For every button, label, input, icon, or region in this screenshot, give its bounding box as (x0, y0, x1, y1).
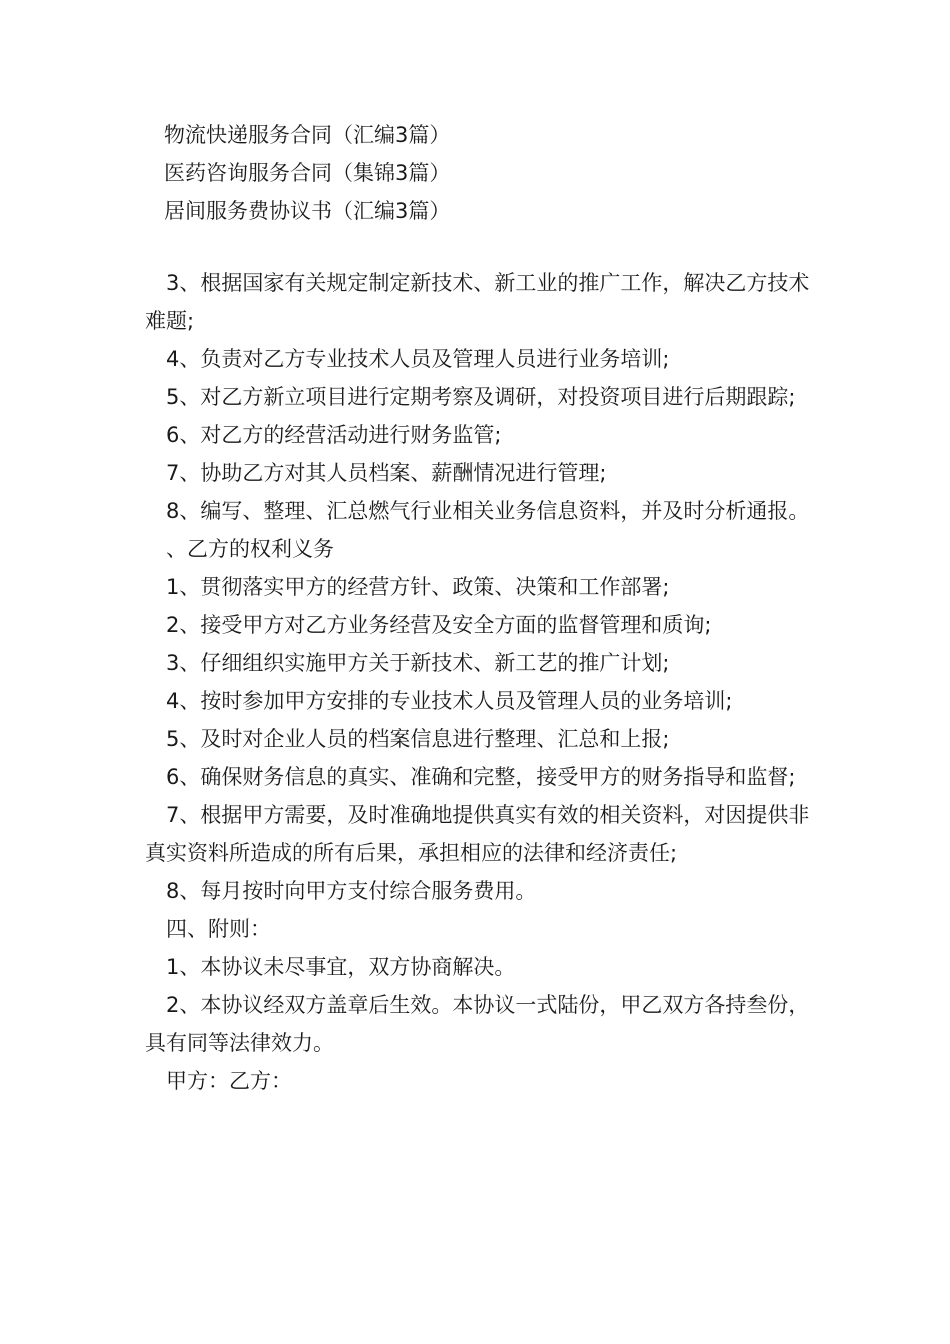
related-documents-list (164, 116, 450, 230)
paragraph: 4、负责对乙方专业技术人员及管理人员进行业务培训; (166, 347, 670, 371)
section-heading: 四、附则： (166, 917, 271, 941)
paragraph: 3、根据国家有关规定制定新技术、新工业的推广工作，解决乙方技术难题; (145, 271, 810, 333)
paragraph: 5、及时对企业人员的档案信息进行整理、汇总和上报; (166, 727, 670, 751)
paragraph: 5、对乙方新立项目进行定期考察及调研，对投资项目进行后期跟踪; (166, 385, 796, 409)
paragraph: 8、编写、整理、汇总燃气行业相关业务信息资料，并及时分析通报。 (166, 499, 810, 523)
contract-body (145, 264, 810, 1100)
paragraph: 8、每月按时向甲方支付综合服务费用。 (166, 879, 537, 903)
paragraph: 6、确保财务信息的真实、准确和完整，接受甲方的财务指导和监督; (166, 765, 796, 789)
paragraph: 1、本协议未尽事宜，双方协商解决。 (166, 955, 516, 979)
paragraph: 7、根据甲方需要，及时准确地提供真实有效的相关资料，对因提供非真实资料所造成的所有后果，承担相应的法律和经济责任; (145, 803, 810, 865)
paragraph: 7、协助乙方对其人员档案、薪酬情况进行管理; (166, 461, 607, 485)
signature-line: 甲方：乙方： (166, 1069, 292, 1093)
related-document-link[interactable]: 居间服务费协议书（汇编3篇） (164, 199, 451, 223)
related-document-link[interactable]: 物流快递服务合同（汇编3篇） (164, 123, 451, 147)
paragraph: 4、按时参加甲方安排的专业技术人员及管理人员的业务培训; (166, 689, 733, 713)
related-document-link[interactable]: 医药咨询服务合同（集锦3篇） (164, 161, 451, 185)
paragraph: 3、仔细组织实施甲方关于新技术、新工艺的推广计划; (166, 651, 670, 675)
paragraph: 6、对乙方的经营活动进行财务监管; (166, 423, 502, 447)
paragraph: 1、贯彻落实甲方的经营方针、政策、决策和工作部署; (166, 575, 670, 599)
paragraph: 2、本协议经双方盖章后生效。本协议一式陆份，甲乙双方各持叁份，具有同等法律效力。 (145, 993, 810, 1055)
paragraph: 2、接受甲方对乙方业务经营及安全方面的监督管理和质询; (166, 613, 712, 637)
section-heading: 、乙方的权利义务 (166, 537, 334, 561)
